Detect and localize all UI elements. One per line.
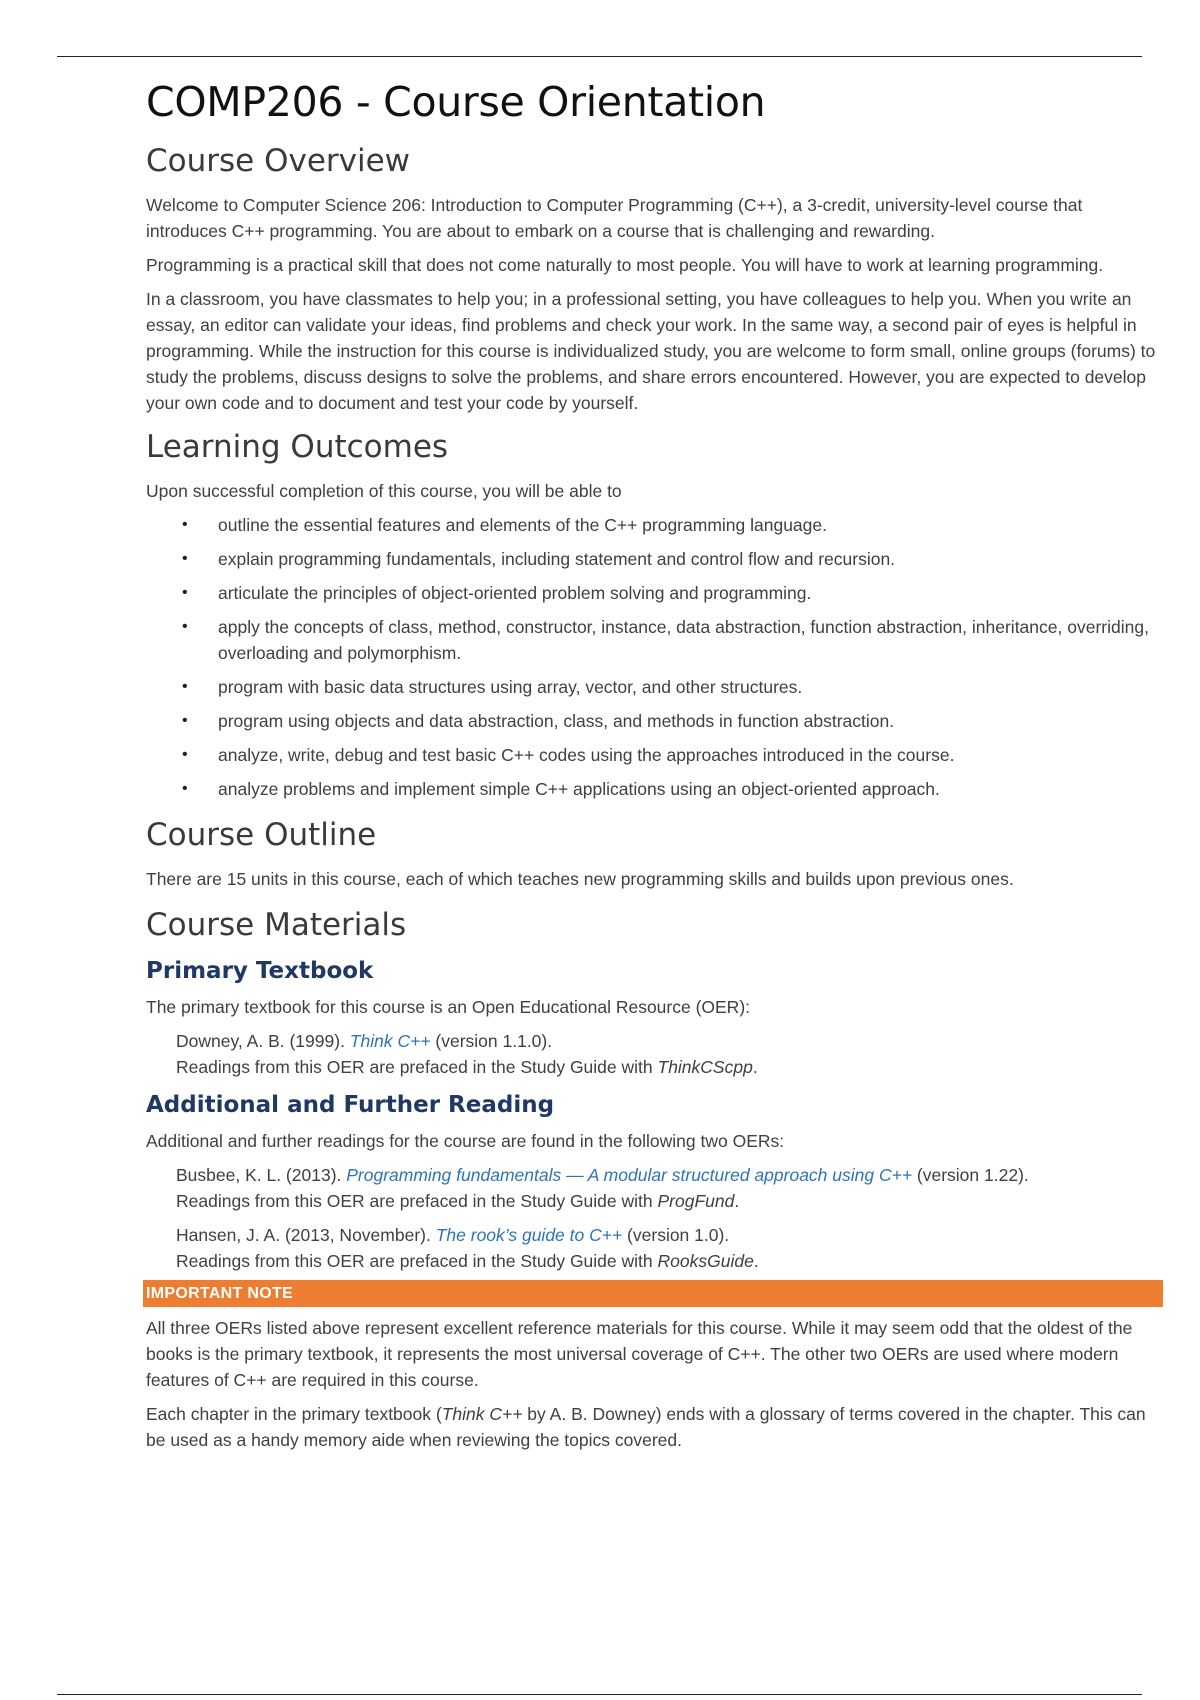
page-title: COMP206 - Course Orientation [146,78,766,126]
bullet-icon: • [182,678,188,695]
list-item: • program using objects and data abstraction, class, and methods in function abstraction. [146,708,1162,734]
list-item: • articulate the principles of object-oriented problem solving and programming. [146,580,1162,606]
list-item: • explain programming fundamentals, including statement and control flow and recursion. [146,546,1162,572]
bullet-icon: • [182,516,188,533]
important-note-banner: IMPORTANT NOTE [143,1280,1163,1307]
list-item: • apply the concepts of class, method, constructor, instance, data abstraction, function abstraction, inheritance, overriding, overloading and polymorphism. [146,614,1162,666]
footer-rule [57,1694,1142,1695]
list-item: • analyze problems and implement simple C++ applications using an object-oriented approach. [146,776,1162,802]
bullet-icon: • [182,550,188,567]
note-paragraph-2: Each chapter in the primary textbook (Think C++ by A. B. Downey) ends with a glossary of terms covered in the chapter. This can be used as a handy memory aide when reviewing the topics covered. [146,1404,1146,1450]
heading-course-overview: Course Overview [146,143,411,179]
bullet-icon: • [182,618,188,635]
bullet-icon: • [182,712,188,729]
heading-additional-reading: Additional and Further Reading [146,1092,555,1118]
outcomes-intro: Upon successful completion of this course, you will be able to [146,481,622,501]
learning-outcomes-list [146,512,1162,802]
header-rule [57,56,1142,57]
heading-learning-outcomes: Learning Outcomes [146,429,449,465]
heading-primary-textbook: Primary Textbook [146,958,374,984]
additional-reference-1: Busbee, K. L. (2013). Programming fundamentals — A modular structured approach using C++ (version 1.22). Readings from this OER are prefaced in the Study Guide with ProgFund. [176,1165,1029,1211]
document-page [146,72,1162,1453]
additional-intro: Additional and further readings for the course are found in the following two OERs: [146,1131,785,1151]
heading-course-outline: Course Outline [146,817,377,853]
list-item: • analyze, write, debug and test basic C++ codes using the approaches introduced in the course. [146,742,1162,768]
primary-intro: The primary textbook for this course is an Open Educational Resource (OER): [146,997,751,1017]
overview-paragraph-1: Welcome to Computer Science 206: Introduction to Computer Programming (C++), a 3-credit, university-level course that introduces C++ programming. You are about to embark on a course that is challenging and rewarding. [146,195,1083,241]
programming-fundamentals-link[interactable]: Programming fundamentals — A modular structured approach using C++ [346,1165,913,1185]
overview-paragraph-2: Programming is a practical skill that does not come naturally to most people. You will have to work at learning programming. [146,255,1104,275]
additional-reference-2: Hansen, J. A. (2013, November). The rook’s guide to C++ (version 1.0). Readings from this OER are prefaced in the Study Guide with RooksGuide. [176,1225,759,1271]
rooks-guide-link[interactable]: The rook’s guide to C++ [435,1225,623,1245]
think-cpp-link[interactable]: Think C++ [349,1031,431,1051]
bullet-icon: • [182,584,188,601]
heading-course-materials: Course Materials [146,907,407,943]
bullet-icon: • [182,780,188,797]
outline-text: There are 15 units in this course, each of which teaches new programming skills and builds upon previous ones. [146,869,1014,889]
primary-reference: Downey, A. B. (1999). Think C++ (version 1.1.0). Readings from this OER are prefaced in the Study Guide with ThinkCScpp. [176,1031,758,1077]
bullet-icon: • [182,746,188,763]
note-paragraph-1: All three OERs listed above represent excellent reference materials for this course. While it may seem odd that the oldest of the books is the primary textbook, it represents the most universal coverage of C++. The other two OERs are used where modern features of C++ are required in this course. [146,1318,1133,1390]
list-item: • outline the essential features and elements of the C++ programming language. [146,512,1162,538]
list-item: • program with basic data structures using array, vector, and other structures. [146,674,1162,700]
overview-paragraph-3: In a classroom, you have classmates to help you; in a professional setting, you have colleagues to help you. When you write an essay, an editor can validate your ideas, find problems and check your work. In the same way, a second pair of eyes is helpful in programming. While the instruction for this course is individualized study, you are welcome to form small, online groups (forums) to study the problems, discuss designs to solve the problems, and share errors encountered. However, you are expected to develop your own code and to document and test your code by yourself. [146,289,1156,413]
